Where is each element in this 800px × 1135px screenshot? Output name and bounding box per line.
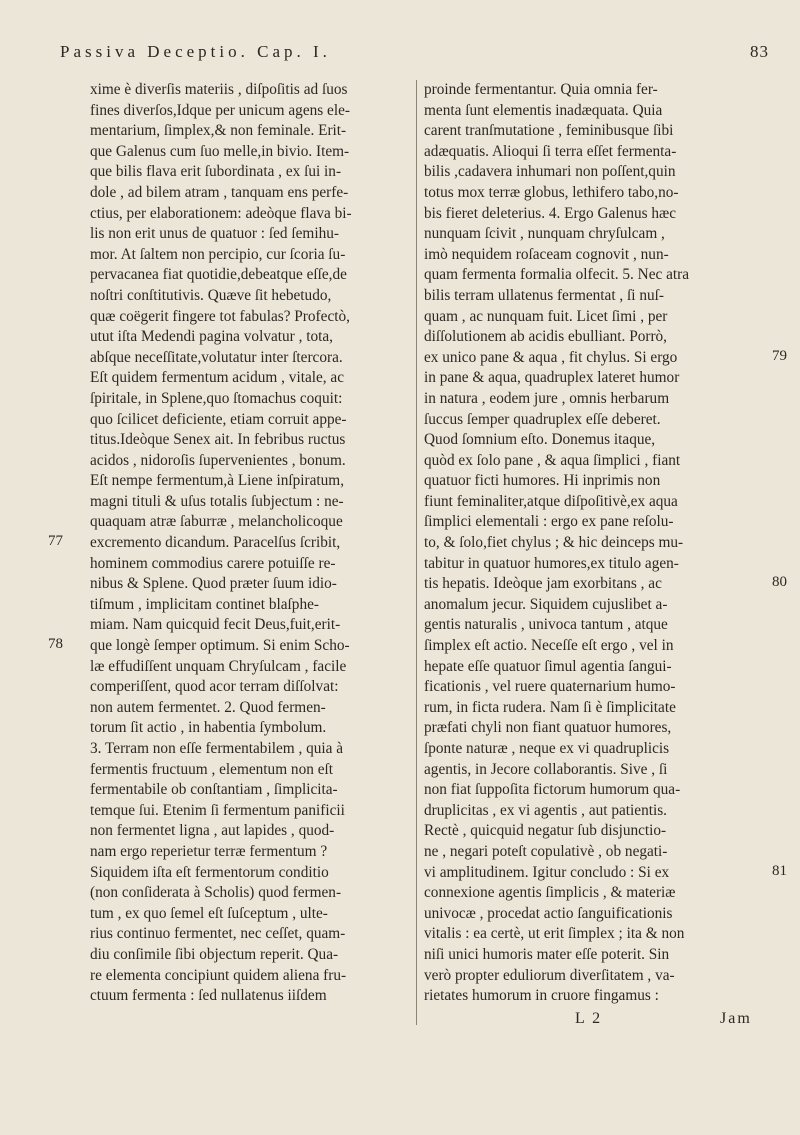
text-line: noſtri conſtitutivis. Quæve ſit hebetudo, <box>90 286 332 304</box>
text-line: quæ coëgerit fingere tot fabulas? Profectò, <box>90 307 350 325</box>
margin-number: 79 <box>772 347 787 364</box>
text-line: connexione agentis ſimplicis , & materiæ <box>424 884 676 902</box>
text-line: ctius, per elaborationem: adeòque flava bi- <box>90 204 352 222</box>
text-line: præfati chyli non fiant quatuor humores, <box>424 719 672 737</box>
text-line: pervacanea fiat quotidie,debeatque eſſe,de <box>90 266 347 284</box>
text-line: dole , ad bilem atram , tanquam ens perfe- <box>90 183 349 201</box>
text-line: univocæ , procedat actio ſanguificationis <box>424 904 673 922</box>
text-line: 3. Terram non eſſe fermentabilem , quia à <box>90 740 344 757</box>
text-line: totus mox terræ globus, lethifero tabo,no- <box>424 183 679 201</box>
text-line: abſque neceſſitate,volutatur inter ſtercora. <box>90 348 343 366</box>
text-line: to, & ſolo,fiet chylus ; & hic deinceps mu- <box>424 534 684 552</box>
text-line: re elementa concipiunt quidem aliena fru- <box>90 966 347 984</box>
margin-number: 77 <box>48 533 63 550</box>
text-line: nunquam ſcivit , nunquam chryſulcam , <box>424 225 665 243</box>
text-line: verò propter eduliorum diverſitatem , va- <box>424 966 675 984</box>
text-line: proinde fermentantur. Quia omnia fer- <box>424 81 658 98</box>
text-line: diſſolutionem ab acidis ebulliant. Porrò, <box>424 328 668 346</box>
text-line: quam , ac nunquam fuit. Licet ſimi , per <box>424 307 668 325</box>
text-line: agentis, in Jecore collaborantis. Sive , ſi <box>424 760 668 778</box>
text-line: rius continuo fermentet, nec ceſſet, quam- <box>90 925 346 943</box>
margin-number: 78 <box>48 636 63 653</box>
text-line: hepate eſſe quatuor ſimul agentia ſangui- <box>424 657 672 675</box>
text-line: tum , ex quo ſemel eſt ſuſceptum , ulte- <box>90 904 328 922</box>
text-line: ficationis , vel ruere quaternarium humo- <box>424 678 676 696</box>
text-line: non autem fermentet. 2. Quod fermen- <box>90 698 326 716</box>
text-line: que Galenus cum ſuo melle,in bivio. Item- <box>90 142 350 160</box>
text-line: fermentis fructuum , elementum non eſt <box>90 760 333 778</box>
text-line: rum, in ficta rudera. Nam ſi è ſimplicitate <box>424 698 676 716</box>
text-line: acidos , nidoroſis ſupervenientes , bonum. <box>90 451 346 469</box>
text-line: miam. Nam quicquid fecit Deus,fuit,erit- <box>90 616 341 634</box>
text-line: niſi unici humoris mater eſſe poterit. Sin <box>424 945 670 963</box>
margin-number: 81 <box>772 862 787 879</box>
text-line: bilis ,cadavera inhumari non poſſent,quin <box>424 163 676 181</box>
text-line: ſuccus ſemper quadruplex eſſe deberet. <box>424 410 661 428</box>
text-line: titus.Ideòque Senex ait. In febribus ructus <box>90 431 346 449</box>
text-line: ſpiritale, in Splene,quo ſtomachus coquit: <box>90 389 343 407</box>
text-line: in pane & aqua, quadruplex lateret humor <box>424 369 680 387</box>
page-number: 83 <box>750 42 769 61</box>
text-line: xime è diverſis materiis , diſpoſitis ad ſuos <box>90 81 348 98</box>
text-line: adæquatis. Alioqui ſi terra eſſet fermenta- <box>424 142 677 160</box>
signature-mark: L 2 <box>575 1010 603 1027</box>
text-line: Quod ſomnium eſto. Donemus itaque, <box>424 431 656 449</box>
text-line: fermentabile ob conſtantiam , ſimplicita- <box>90 781 338 799</box>
text-line: carent tranſmutatione , feminibusque ſibi <box>424 122 674 140</box>
text-line: diu conſimile ſibi objectum reperit. Qua- <box>90 945 339 963</box>
text-line: ſimplici elementali : ergo ex pane reſolu- <box>424 513 674 531</box>
text-line: quaquam atræ ſaburræ , melancholicoque <box>90 513 343 531</box>
text-line: nam ergo reperietur terræ fermentum ? <box>90 842 328 860</box>
text-line: fiunt feminaliter,atque diſpoſitivè,ex aqua <box>424 492 678 510</box>
text-line: quòd ex ſolo pane , & aqua ſimplici , fiant <box>424 451 681 469</box>
text-line: druplicitas , ex vi agentis , aut patientis. <box>424 801 667 819</box>
text-line: ſimplex eſt actio. Neceſſe eſt ergo , vel in <box>424 637 674 655</box>
margin-number: 80 <box>772 574 787 591</box>
text-line: hominem commodius carere potuiſſe re- <box>90 554 336 572</box>
text-line: vi amplitudinem. Igitur concludo : Si ex <box>424 863 670 881</box>
text-line: mor. At ſaltem non percipio, cur ſcoria ſu- <box>90 245 346 263</box>
column-divider <box>416 80 417 1025</box>
text-line: bilis terram ullatenus fermentat , ſi nuſ- <box>424 286 665 304</box>
text-line: Eſt quidem fermentum acidum , vitale, ac <box>90 369 345 387</box>
catchword: Jam <box>720 1010 752 1027</box>
text-line: utut iſta Medendi pagina volvatur , tota, <box>90 328 333 346</box>
text-line: lis non erit unus de quatuor : ſed ſemihu- <box>90 225 339 243</box>
text-line: ctuum fermenta : ſed nullatenus iiſdem <box>90 987 327 1005</box>
text-line: fines diverſos,Idque per unicum agens ele- <box>90 101 350 119</box>
text-line: bis fieret deleterius. 4. Ergo Galenus hæc <box>424 204 677 222</box>
text-line: quo ſcilicet deficiente, etiam corruit appe- <box>90 410 347 428</box>
text-line: magni tituli & uſus totalis ſubjectum : ne- <box>90 492 344 510</box>
running-title: Passiva Deceptio. Cap. I. <box>60 42 331 61</box>
text-line: læ effudiſſent unquam Chryſulcam , facile <box>90 657 347 675</box>
text-line: que bilis flava erit ſubordinata , ex ſui in- <box>90 163 342 181</box>
text-line: rietates humorum in cruore fingamus : <box>424 987 659 1005</box>
text-line: ne , negari poteſt copulativè , ob negati- <box>424 842 668 860</box>
text-line: temque ſui. Etenim ſi fermentum panificii <box>90 801 345 819</box>
text-line: non fiat ſuppoſita fictorum humorum qua- <box>424 781 681 799</box>
text-line: (non conſiderata à Scholis) quod fermen- <box>90 884 342 902</box>
text-line: non fermentet ligna , aut lapides , quod- <box>90 822 335 840</box>
text-line: mentarium, ſimplex,& non feminale. Erit- <box>90 122 347 140</box>
text-line: que longè ſemper optimum. Si enim Scho- <box>90 637 350 655</box>
text-line: Siquidem iſta eſt fermentorum conditio <box>90 863 329 881</box>
text-line: excremento dicandum. Paracelſus ſcribit, <box>90 534 341 552</box>
text-line: vitalis : ea certè, ut erit ſimplex ; ita & non <box>424 925 685 943</box>
left-column <box>90 80 412 1007</box>
text-line: quatuor ficti humores. Hi inprimis non <box>424 472 661 490</box>
text-line: quam fermenta formalia olfecit. 5. Nec atra <box>424 266 690 284</box>
text-line: ex unico pane & aqua , fit chylus. Si ergo <box>424 348 678 366</box>
right-column <box>424 80 764 1007</box>
text-line: torum ſit actio , in habentia ſymbolum. <box>90 719 327 737</box>
text-line: imò nequidem roſaceam cognovit , nun- <box>424 245 669 263</box>
running-head <box>60 42 800 62</box>
text-line: gentis naturalis , univoca tantum , atque <box>424 616 668 634</box>
text-line: tis hepatis. Ideòque jam exorbitans , ac <box>424 575 662 593</box>
text-line: tiſmum , implicitam continet blaſphe- <box>90 595 319 613</box>
text-line: ſponte naturæ , neque ex vi quadruplicis <box>424 740 670 757</box>
text-line: menta ſunt elementis inadæquata. Quia <box>424 101 663 119</box>
text-line: Rectè , quicquid negatur ſub disjunctio- <box>424 822 667 840</box>
text-line: anomalum jecur. Siquidem cujuslibet a- <box>424 595 668 613</box>
text-line: comperiſſent, quod acor terram diſſolvat: <box>90 678 339 696</box>
text-line: tabitur in quatuor humores,ex titulo agen- <box>424 554 679 572</box>
text-line: nibus & Splene. Quod præter ſuum idio- <box>90 575 337 593</box>
text-line: in natura , eodem jure , omnis herbarum <box>424 389 670 407</box>
text-line: Eſt nempe fermentum,à Liene inſpiratum, <box>90 472 345 490</box>
